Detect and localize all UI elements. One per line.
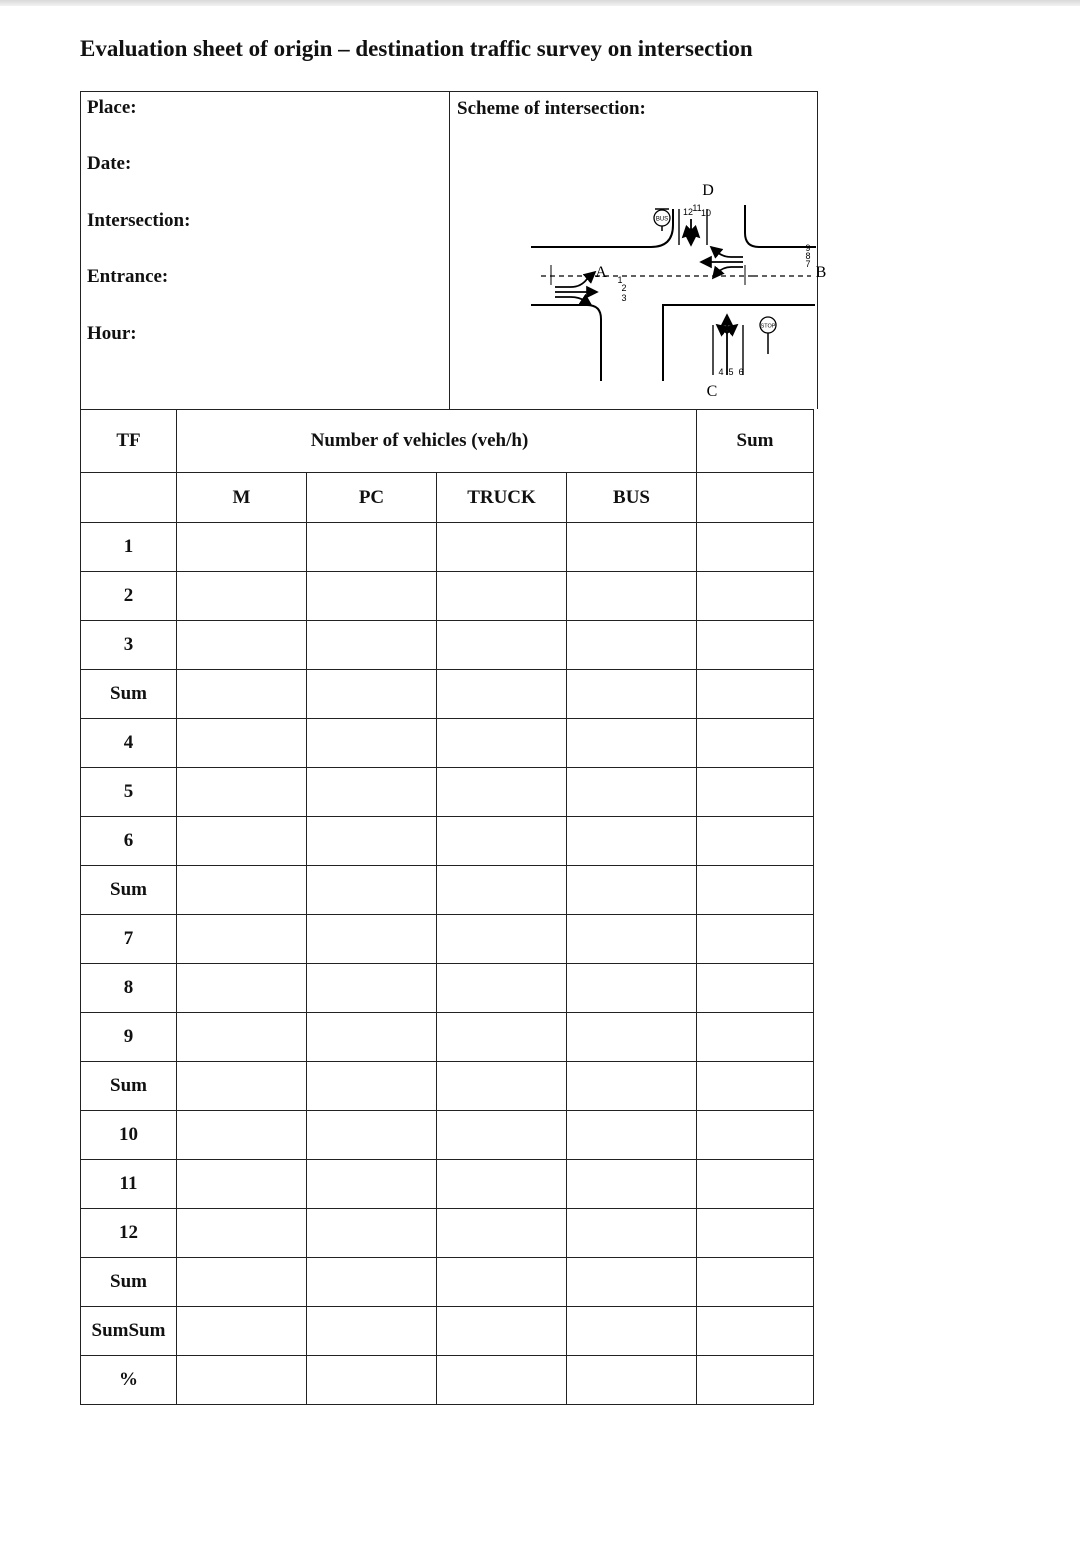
lane-number-8: 8 [805,251,811,261]
table-cell[interactable] [177,1258,307,1307]
table-cell[interactable] [437,1160,567,1209]
table-cell[interactable] [697,621,814,670]
table-cell[interactable] [177,866,307,915]
table-row [81,1258,814,1307]
table-cell[interactable] [177,964,307,1013]
table-cell[interactable] [567,1111,697,1160]
table-cell[interactable] [567,866,697,915]
table-cell[interactable] [697,1209,814,1258]
table-cell[interactable] [177,719,307,768]
table-cell[interactable] [437,670,567,719]
table-cell[interactable] [307,1209,437,1258]
header-row-primary [81,410,814,473]
table-cell[interactable] [307,719,437,768]
table-cell[interactable] [177,1160,307,1209]
table-cell[interactable] [307,915,437,964]
table-cell[interactable] [567,1258,697,1307]
table-cell[interactable] [307,1307,437,1356]
lane-number-1: 1 [617,275,623,285]
table-cell[interactable] [567,1062,697,1111]
table-cell[interactable] [177,621,307,670]
lane-number-2: 2 [621,283,627,293]
table-cell[interactable] [697,768,814,817]
row-label: 12 [81,1209,177,1258]
table-cell[interactable] [437,915,567,964]
table-cell[interactable] [437,1258,567,1307]
table-cell[interactable] [307,1062,437,1111]
table-cell[interactable] [307,670,437,719]
table-cell[interactable] [177,670,307,719]
table-row [81,719,814,768]
approach-d-arrows [683,219,699,245]
table-cell[interactable] [567,1307,697,1356]
table-cell[interactable] [307,768,437,817]
table-row [81,1356,814,1405]
row-label: 1 [81,523,177,572]
row-label: % [81,1356,177,1405]
table-cell[interactable] [307,1258,437,1307]
table-row [81,523,814,572]
table-row [81,621,814,670]
table-cell[interactable] [567,915,697,964]
sum-header-blank [697,473,814,523]
table-cell[interactable] [307,1160,437,1209]
table-cell[interactable] [567,1013,697,1062]
page-title: Evaluation sheet of origin – destination traffic survey on intersection [80,36,753,61]
table-row [81,1307,814,1356]
info-fields-panel [81,92,450,410]
row-label: 11 [81,1160,177,1209]
table-cell[interactable] [177,523,307,572]
table-cell[interactable] [177,915,307,964]
tf-header: TF [81,410,177,473]
lane-number-10: 10 [700,208,712,218]
table-cell[interactable] [307,1111,437,1160]
table-cell[interactable] [437,866,567,915]
row-label: Sum [81,670,177,719]
table-cell[interactable] [697,523,814,572]
table-cell[interactable] [697,1356,814,1405]
table-row [81,1160,814,1209]
lane-number-7: 7 [805,259,811,269]
table-row [81,1209,814,1258]
table-cell[interactable] [697,915,814,964]
table-row [81,817,814,866]
table-cell[interactable] [437,1356,567,1405]
table-cell[interactable] [437,817,567,866]
lane-number-5: 5 [728,367,734,377]
header-row-categories [81,473,814,523]
table-cell[interactable] [307,1013,437,1062]
approach-b-label: B [815,264,827,281]
svg-text:STOP: STOP [760,323,776,330]
table-cell[interactable] [437,1307,567,1356]
table-cell[interactable] [567,817,697,866]
approach-d-label: D [702,182,714,199]
lane-number-11: 11 [692,203,702,213]
row-label: SumSum [81,1307,177,1356]
table-cell[interactable] [697,719,814,768]
table-cell[interactable] [697,670,814,719]
tf-header-blank [81,473,177,523]
approach-a-label: A [595,264,607,281]
table-cell[interactable] [437,719,567,768]
table-cell[interactable] [177,817,307,866]
table-cell[interactable] [177,1062,307,1111]
top-shadow-bar [0,0,1080,6]
table-cell[interactable] [697,1013,814,1062]
row-label: 2 [81,572,177,621]
table-cell[interactable] [567,572,697,621]
table-cell[interactable] [697,1111,814,1160]
approach-a-arrows [555,272,597,305]
scheme-title: Scheme of intersection: [457,98,646,119]
approach-c-arrows [717,315,737,375]
road-edges [531,205,816,381]
table-cell[interactable] [437,1111,567,1160]
stop-sign-icon [760,317,776,354]
table-cell[interactable] [177,1013,307,1062]
table-cell[interactable] [437,523,567,572]
column-header-pc: PC [307,473,437,523]
table-row [81,1111,814,1160]
table-cell[interactable] [177,768,307,817]
table-cell[interactable] [567,621,697,670]
table-cell[interactable] [307,1356,437,1405]
table-cell[interactable] [567,1160,697,1209]
lane-number-3: 3 [621,293,627,303]
table-cell[interactable] [567,964,697,1013]
table-row [81,915,814,964]
table-cell[interactable] [567,670,697,719]
lane-number-12: 12 [682,207,694,217]
table-cell[interactable] [697,1160,814,1209]
table-cell[interactable] [307,817,437,866]
table-cell[interactable] [697,1307,814,1356]
column-header-m: M [177,473,307,523]
hour-field[interactable]: Hour: [87,323,137,344]
column-header-truck: TRUCK [437,473,567,523]
table-cell[interactable] [307,523,437,572]
row-label: Sum [81,1062,177,1111]
vehicle-count-table [80,409,814,1405]
intersection-scheme-diagram [521,149,827,409]
table-cell[interactable] [567,768,697,817]
approach-c-label: C [706,383,718,400]
table-cell[interactable] [437,621,567,670]
vehicles-header: Number of vehicles (veh/h) [177,410,697,473]
table-cell[interactable] [177,1356,307,1405]
table-cell[interactable] [437,964,567,1013]
table-cell[interactable] [307,964,437,1013]
row-label: Sum [81,866,177,915]
row-label: 8 [81,964,177,1013]
row-label: 3 [81,621,177,670]
table-cell[interactable] [567,719,697,768]
sum-header: Sum [697,410,814,473]
table-cell[interactable] [437,572,567,621]
row-label: 5 [81,768,177,817]
table-cell[interactable] [567,1356,697,1405]
row-label: 10 [81,1111,177,1160]
table-cell[interactable] [697,866,814,915]
table-cell[interactable] [437,768,567,817]
bus-sign-icon [654,209,670,231]
column-header-bus: BUS [567,473,697,523]
table-cell[interactable] [697,1258,814,1307]
table-cell[interactable] [177,1209,307,1258]
table-cell[interactable] [567,523,697,572]
table-row [81,572,814,621]
table-cell[interactable] [177,1307,307,1356]
approach-b-arrows [701,247,743,278]
table-cell[interactable] [697,817,814,866]
table-row [81,670,814,719]
header-box [80,91,827,409]
row-label: 7 [81,915,177,964]
table-cell[interactable] [307,572,437,621]
table-cell[interactable] [307,866,437,915]
row-label: 4 [81,719,177,768]
table-cell[interactable] [177,572,307,621]
table-cell[interactable] [697,572,814,621]
date-field[interactable]: Date: [87,153,132,174]
row-label: 9 [81,1013,177,1062]
row-label: 6 [81,817,177,866]
table-row [81,866,814,915]
table-row [81,1013,814,1062]
intersection-field[interactable]: Intersection: [87,210,191,231]
table-cell[interactable] [437,1209,567,1258]
lane-number-9: 9 [805,243,811,253]
table-row [81,964,814,1013]
table-cell[interactable] [697,964,814,1013]
place-field[interactable]: Place: [87,97,137,118]
table-cell[interactable] [437,1062,567,1111]
entrance-field[interactable]: Entrance: [87,266,169,287]
row-label: Sum [81,1258,177,1307]
table-cell[interactable] [307,621,437,670]
svg-text:BUS: BUS [655,216,669,223]
table-cell[interactable] [177,1111,307,1160]
lane-number-6: 6 [738,367,744,377]
lane-number-4: 4 [718,367,724,377]
table-cell[interactable] [697,1062,814,1111]
table-row [81,768,814,817]
table-row [81,1062,814,1111]
table-cell[interactable] [437,1013,567,1062]
table-cell[interactable] [567,1209,697,1258]
